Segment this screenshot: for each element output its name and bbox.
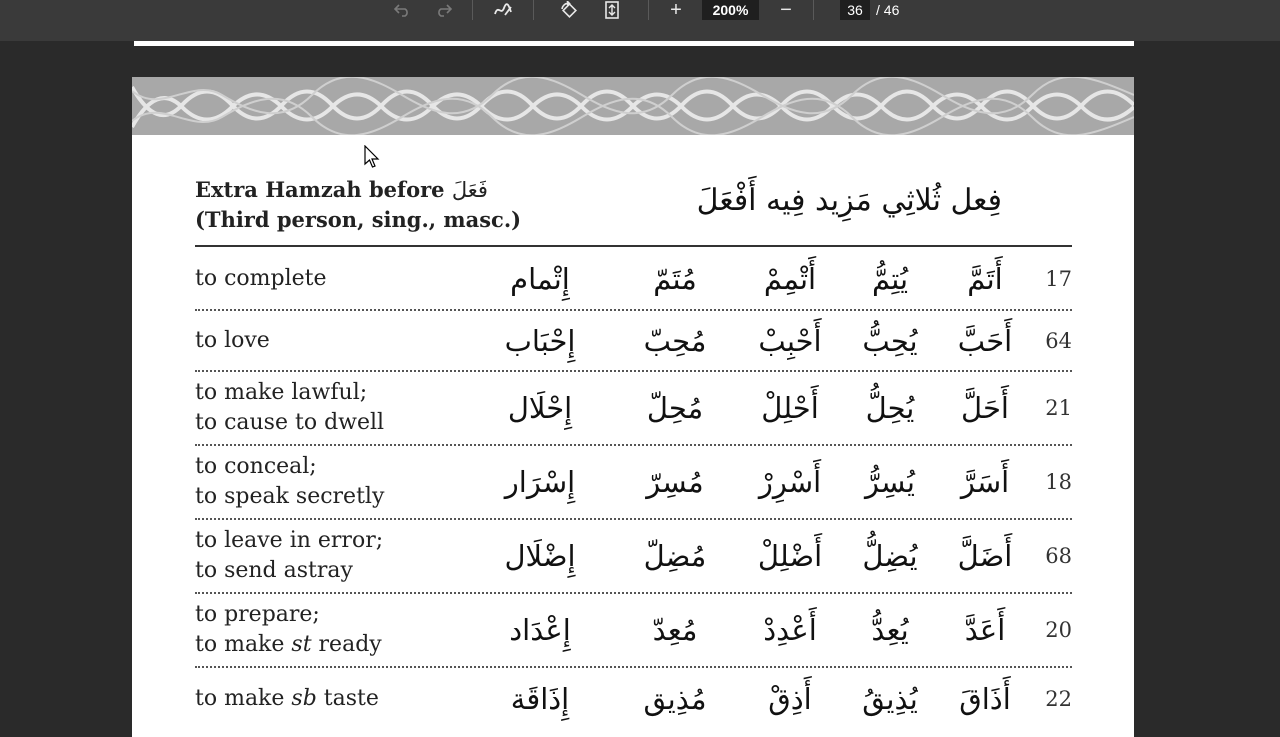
- past-cell: أَسَرَّ: [960, 465, 1010, 499]
- row-english: [195, 594, 382, 666]
- present-cell: يُضِلُّ: [862, 539, 918, 573]
- english-meaning: to conceal;: [195, 454, 317, 479]
- present-cell: يُحِبُّ: [862, 323, 918, 358]
- masdar-cell: إِسْرَار: [504, 465, 576, 499]
- english-meaning: to make sb taste: [195, 686, 379, 711]
- english-meaning: to love: [195, 327, 270, 353]
- past-cell: أَحَلَّ: [961, 391, 1009, 425]
- row-number: 22: [1045, 687, 1072, 711]
- participle-cell: مُتَمّ: [653, 262, 697, 296]
- zoom-out-icon[interactable]: −: [780, 0, 792, 21]
- header-arabic-title: فِعل ثُلاثِي مَزِيد فِيه أَفْعَلَ: [696, 183, 1002, 218]
- toolbar-divider: [648, 0, 649, 20]
- past-cell: أَتَمَّ: [967, 262, 1003, 296]
- zoom-level-field[interactable]: 200%: [702, 0, 759, 20]
- row-english: [195, 249, 327, 309]
- present-cell: يُذِيقُ: [862, 682, 918, 716]
- english-meaning: to complete: [195, 266, 327, 291]
- table-row: [195, 669, 1072, 729]
- participle-cell: مُسِرّ: [646, 465, 704, 499]
- past-cell: أَذَاقَ: [959, 682, 1011, 716]
- masdar-cell: إِعْدَاد: [509, 613, 571, 647]
- present-cell: يُحِلُّ: [865, 391, 915, 425]
- header-english-line1: Extra Hamzah before: [195, 177, 445, 202]
- english-meaning: to send astray: [195, 558, 353, 583]
- english-meaning: to make st ready: [195, 632, 382, 657]
- imperative-cell: أَضْلِلْ: [757, 539, 823, 573]
- english-meaning: to prepare;: [195, 602, 320, 627]
- masdar-cell: إِتْمام: [510, 262, 570, 296]
- row-number: 20: [1045, 618, 1072, 642]
- total-pages-label: / 46: [876, 2, 900, 18]
- row-number: 18: [1045, 470, 1072, 494]
- header-english-arabic-word: فَعَلَ: [451, 178, 488, 202]
- toolbar-divider: [533, 0, 534, 20]
- page-fit-icon[interactable]: [600, 0, 624, 20]
- imperative-cell: أَعْدِدْ: [763, 613, 817, 647]
- row-english: [195, 372, 384, 444]
- table-row: [195, 520, 1072, 594]
- header-english-line2: (Third person, sing., masc.): [195, 207, 522, 232]
- participle-cell: مُعِدّ: [652, 613, 698, 647]
- row-number: 64: [1045, 328, 1072, 353]
- row-english: [195, 669, 379, 729]
- present-cell: يُعِدُّ: [871, 613, 909, 647]
- table-row: [195, 311, 1072, 372]
- participle-cell: مُذِيق: [643, 682, 707, 716]
- viewer-toolbar: [0, 0, 1280, 41]
- masdar-cell: إِذَاقَة: [510, 682, 570, 716]
- imperative-cell: أَحْلِلْ: [761, 391, 819, 425]
- header-english: [195, 175, 521, 235]
- row-number: 17: [1045, 267, 1072, 291]
- previous-page-bottom: [134, 41, 1134, 46]
- masdar-cell: إِحْلَال: [507, 391, 573, 425]
- english-meaning: to speak secretly: [195, 484, 385, 509]
- past-cell: أَحَبَّ: [957, 323, 1013, 358]
- row-english: [195, 311, 270, 370]
- toolbar-divider: [813, 0, 814, 20]
- row-english: [195, 446, 384, 518]
- english-meaning: to cause to dwell: [195, 410, 385, 435]
- decorative-border: [132, 77, 1134, 135]
- imperative-cell: أَسْرِرْ: [758, 465, 822, 499]
- row-number: 68: [1045, 544, 1072, 568]
- undo-icon[interactable]: [390, 0, 414, 20]
- rotate-icon[interactable]: [556, 0, 582, 20]
- mouse-cursor-icon: [364, 145, 380, 173]
- row-number: 21: [1045, 396, 1072, 420]
- imperative-cell: أَذِقْ: [768, 682, 812, 716]
- english-meaning: to leave in error;: [195, 528, 384, 553]
- table-row: [195, 446, 1072, 520]
- annotate-icon[interactable]: [490, 0, 516, 20]
- row-english: [195, 520, 383, 592]
- past-cell: أَضَلَّ: [957, 539, 1013, 573]
- imperative-cell: أَتْمِمْ: [763, 262, 817, 296]
- present-cell: يُتِمُّ: [871, 262, 909, 296]
- english-meaning: to make lawful;: [195, 380, 368, 405]
- current-page-input[interactable]: 36: [840, 0, 870, 20]
- participle-cell: مُحِلّ: [646, 391, 704, 425]
- document-page: [132, 77, 1134, 737]
- participle-cell: مُضِلّ: [643, 539, 707, 573]
- table-row: [195, 372, 1072, 446]
- table-row: [195, 249, 1072, 311]
- masdar-cell: إِضْلَال: [504, 539, 576, 573]
- participle-cell: مُحِبّ: [643, 323, 707, 358]
- header-rule: [195, 245, 1072, 247]
- imperative-cell: أَحْبِبْ: [758, 323, 822, 358]
- present-cell: يُسِرُّ: [865, 465, 915, 499]
- redo-icon[interactable]: [432, 0, 456, 20]
- table-row: [195, 594, 1072, 668]
- toolbar-divider: [472, 0, 473, 20]
- past-cell: أَعَدَّ: [964, 613, 1006, 647]
- masdar-cell: إِحْبَاب: [504, 323, 576, 358]
- zoom-in-icon[interactable]: +: [670, 0, 682, 21]
